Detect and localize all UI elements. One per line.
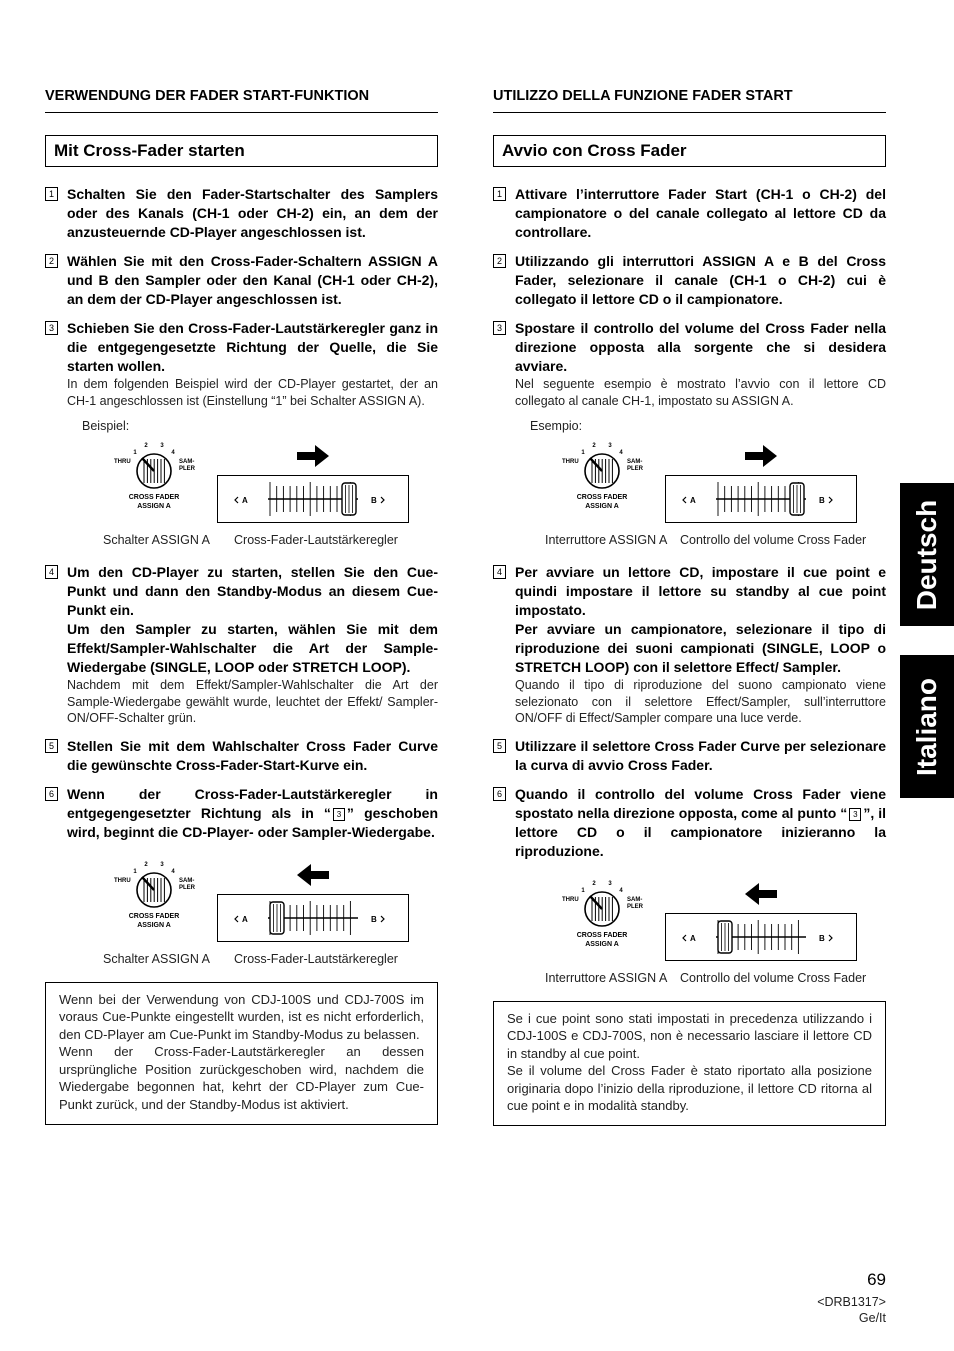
section-title: UTILIZZO DELLA FUNZIONE FADER START bbox=[493, 88, 886, 113]
knob-position-label: 4 bbox=[171, 868, 175, 875]
step-number: 3 bbox=[45, 321, 58, 335]
language-tab-deutsch bbox=[900, 483, 954, 626]
example-figure bbox=[493, 419, 886, 553]
step-item bbox=[45, 252, 438, 309]
assign-switch-svg bbox=[560, 439, 670, 519]
step-item bbox=[493, 319, 886, 409]
step-text-part: ”, il lettore CD o il campionatore inizieranno la riproduzione. bbox=[515, 804, 887, 859]
step-number: 4 bbox=[45, 565, 58, 579]
cross-fader-diagram bbox=[665, 475, 857, 523]
knob-position-label: 2 bbox=[592, 443, 596, 449]
step-instruction bbox=[67, 563, 438, 677]
step-text-part: Wenn der Cross-Fader-Lautstärkeregler in entgegengesetzter Richtung als in “ bbox=[67, 785, 438, 821]
step-item bbox=[493, 185, 886, 242]
knob-position-label: 1 bbox=[133, 868, 137, 875]
knob-position-label: 1 bbox=[581, 887, 585, 894]
step-text-secondary: Um den Sampler zu starten, wählen Sie mit dem Effekt/Sampler-Wahlschalter die Art der Sample-Wiedergabe (SINGLE, LOOP oder STRETCH LOOP). bbox=[67, 621, 438, 675]
fader-a-mark bbox=[235, 497, 238, 503]
step-text: Schieben Sie den Cross-Fader-Lautstärkeregler ganz in die entgegengesetzte Richtung der Quelle, die Sie starten wollen. bbox=[67, 320, 438, 374]
assign-switch-svg bbox=[560, 877, 670, 957]
step-item bbox=[493, 737, 886, 775]
caption-assign-switch: Schalter ASSIGN A bbox=[103, 951, 210, 966]
step-instruction bbox=[67, 785, 438, 842]
step-reference: 3 bbox=[333, 808, 345, 821]
step-reference: 3 bbox=[849, 808, 861, 821]
step-number: 3 bbox=[493, 321, 506, 335]
arrow-svg bbox=[295, 862, 331, 888]
step-note: Nachdem mit dem Effekt/Sampler-Wahlschalter die Art der Sample-Wiedergabe gewählt wurde, leuchtet der Effekt/ Sampler-ON/OFF-Schalter grün. bbox=[67, 678, 438, 725]
step-text: Spostare il controllo del volume del Cross Fader nella direzione opposta alla sorgente che si desidera avviare. bbox=[515, 320, 886, 374]
caption-assign-switch: Interruttore ASSIGN A bbox=[545, 970, 668, 985]
step-number: 1 bbox=[45, 187, 58, 201]
caption-cross-fader: Controllo del volume Cross Fader bbox=[680, 533, 867, 547]
knob-sampler-label: SAM- bbox=[179, 459, 195, 465]
step-instruction bbox=[515, 185, 886, 242]
fader-a-label: A bbox=[242, 914, 248, 924]
step-text-secondary: Per avviare un campionatore, selezionare il tipo di riproduzione dei suoni campionati (SINGLE, LOOP o STRETCH LOOP) con il selettore Effect/ Sampler. bbox=[515, 621, 886, 675]
fader-a-mark bbox=[683, 497, 686, 503]
knob-thru-label: THRU bbox=[114, 877, 131, 884]
step-note: Nel seguente esempio è mostrato l’avvio con il lettore CD collegato al canale CH-1, impostato su ASSIGN A. bbox=[515, 377, 886, 408]
arrow-shape bbox=[745, 445, 777, 467]
cross-fader-svg bbox=[218, 895, 408, 941]
cross-fader-svg bbox=[218, 476, 408, 522]
knob-position-label: 1 bbox=[581, 450, 585, 456]
step-number: 1 bbox=[493, 187, 506, 201]
arrow-svg bbox=[295, 443, 331, 469]
steps-list bbox=[493, 185, 886, 1126]
cross-fader-diagram bbox=[665, 913, 857, 961]
switch-title: ASSIGN A bbox=[137, 921, 171, 929]
knob-position-label: 1 bbox=[133, 450, 137, 456]
step-item bbox=[45, 563, 438, 727]
step-text: Per avviare un lettore CD, impostare il cue point e quindi impostare il lettore su standby al cue point impostato. bbox=[515, 564, 886, 618]
cross-fader-svg bbox=[666, 914, 856, 960]
step-text: Attivare l’interruttore Fader Start (CH-1 o CH-2) del campionatore o del canale collegato al lettore CD da controllare. bbox=[515, 186, 886, 240]
knob-position-label: 3 bbox=[160, 443, 164, 449]
step-text-part: Quando il controllo del volume Cross Fader viene spostato nella direzione opposta, come al punto “ bbox=[515, 785, 886, 821]
fader-a-label: A bbox=[242, 496, 248, 505]
step-text-part: ” geschoben wird, beginnt die CD-Player- oder Sampler-Wiedergabe. bbox=[67, 804, 438, 840]
fader-b-mark bbox=[829, 497, 832, 503]
switch-title: CROSS FADER bbox=[128, 912, 180, 920]
knob-position-label: 4 bbox=[619, 887, 623, 894]
step-text: Wählen Sie mit den Cross-Fader-Schaltern ASSIGN A und B den Sampler oder den Kanal (CH-1 oder CH-2), an dem der CD-Player angeschlossen ist. bbox=[67, 253, 438, 307]
step-item bbox=[45, 785, 438, 842]
knob-sampler-label: PLER bbox=[627, 466, 644, 472]
fader-a-mark bbox=[683, 935, 686, 941]
caption-cross-fader: Cross-Fader-Lautstärkeregler bbox=[234, 533, 398, 547]
knob-sampler-label: PLER bbox=[179, 884, 196, 891]
knob-thru-label: THRU bbox=[562, 896, 579, 903]
fader-b-label: B bbox=[819, 496, 825, 505]
step-number: 2 bbox=[493, 254, 506, 268]
fader-a-label: A bbox=[690, 496, 696, 505]
language-tab-italiano bbox=[900, 655, 954, 798]
cross-fader-svg bbox=[666, 476, 856, 522]
tab-label: Deutsch bbox=[911, 499, 942, 610]
assign-switch-svg bbox=[112, 858, 222, 938]
caption-assign-switch: Schalter ASSIGN A bbox=[103, 533, 210, 547]
step-item bbox=[45, 737, 438, 775]
knob-sampler-label: SAM- bbox=[179, 877, 195, 884]
arrow-right-icon bbox=[295, 443, 331, 469]
fader-b-mark bbox=[381, 916, 384, 922]
assign-switch-diagram bbox=[560, 439, 670, 519]
step-text: Schalten Sie den Fader-Startschalter des Samplers oder des Kanals (CH-1 oder CH-2) ein, an dem der anzusteuernde CD-Player angeschlossen ist. bbox=[67, 186, 438, 240]
info-paragraph: Se i cue point sono stati impostati in precedenza utilizzando i CDJ-100S e CDJ-700S, non è necessario lasciare il lettore CD in standby al cue point. bbox=[507, 1010, 872, 1061]
step-instruction bbox=[515, 785, 886, 861]
fader-b-label: B bbox=[371, 914, 377, 924]
arrow-right-icon bbox=[743, 443, 779, 469]
step-number: 4 bbox=[493, 565, 506, 579]
column-italian bbox=[493, 88, 886, 1126]
info-paragraph: Wenn der Cross-Fader-Lautstärkeregler an dessen ursprüngliche Position zurückgeschoben wird, nachdem die Wiedergabe begonnen hat, kehrt der CD-Player zum Cue-Punkt zurück, und der Standby-Modus ist aktiviert. bbox=[59, 1044, 424, 1113]
assign-switch-diagram bbox=[112, 439, 222, 519]
step-instruction bbox=[515, 252, 886, 309]
switch-title: ASSIGN A bbox=[585, 940, 619, 948]
step-number: 6 bbox=[493, 787, 506, 801]
knob-sampler-label: PLER bbox=[179, 466, 196, 472]
example-figure bbox=[493, 871, 886, 991]
knob-sampler-label: SAM- bbox=[627, 896, 643, 903]
switch-title: CROSS FADER bbox=[128, 494, 180, 501]
knob-position-label: 3 bbox=[160, 861, 164, 868]
step-number: 5 bbox=[493, 739, 506, 753]
knob-sampler-label: PLER bbox=[627, 903, 644, 910]
step-note: In dem folgenden Beispiel wird der CD-Player gestartet, der an CH-1 angeschlossen ist (Einstellung “1” bei Schalter ASSIGN A). bbox=[67, 377, 438, 408]
step-note: Quando il tipo di riproduzione del suono campionato viene selezionato con il selettore Effect/Sampler, sull’interruttore ON/OFF di Effect/Sampler compare una luce verde. bbox=[515, 678, 886, 725]
caption-cross-fader: Controllo del volume Cross Fader bbox=[680, 970, 867, 985]
doc-code: <DRB1317> bbox=[817, 1295, 886, 1309]
switch-title: ASSIGN A bbox=[585, 503, 619, 510]
knob-position-label: 3 bbox=[608, 880, 612, 887]
cross-fader-diagram bbox=[217, 894, 409, 942]
info-box bbox=[45, 982, 438, 1125]
knob-thru-label: THRU bbox=[114, 459, 131, 465]
step-item bbox=[45, 319, 438, 409]
subsection-title: Avvio con Cross Fader bbox=[493, 135, 886, 167]
arrow-shape bbox=[297, 445, 329, 467]
step-text bbox=[67, 785, 438, 842]
assign-switch-diagram bbox=[112, 858, 222, 938]
example-label: Esempio: bbox=[530, 419, 583, 433]
knob-position-label: 4 bbox=[619, 450, 623, 456]
step-item bbox=[493, 785, 886, 861]
fader-a-label: A bbox=[690, 933, 696, 943]
step-item bbox=[493, 252, 886, 309]
step-instruction bbox=[67, 252, 438, 309]
info-paragraph: Wenn bei der Verwendung von CDJ-100S und CDJ-700S im voraus Cue-Punkte eingestellt wurden, ist es nicht erforderlich, den CD-Player am Cue-Punkt im Standby-Modus zu belassen. bbox=[59, 991, 424, 1042]
step-instruction bbox=[67, 737, 438, 775]
step-text: Utilizzare il selettore Cross Fader Curve per selezionare la curva di avvio Cross Fader. bbox=[515, 737, 886, 773]
section-title: VERWENDUNG DER FADER START-FUNKTION bbox=[45, 88, 438, 113]
step-item bbox=[45, 185, 438, 242]
fader-b-label: B bbox=[819, 933, 825, 943]
example-figure bbox=[45, 852, 438, 972]
fader-b-label: B bbox=[371, 496, 377, 505]
step-instruction bbox=[515, 319, 886, 376]
info-paragraph: Se il volume del Cross Fader è stato riportato alla posizione originaria dopo l’inizio della riproduzione, il lettore CD ritorna al cue point e in modalità standby. bbox=[507, 1063, 872, 1114]
step-instruction bbox=[67, 185, 438, 242]
knob-thru-label: THRU bbox=[562, 459, 579, 465]
knob-position-label: 2 bbox=[592, 880, 596, 887]
example-label: Beispiel: bbox=[82, 419, 130, 433]
step-instruction bbox=[67, 319, 438, 376]
example-figure bbox=[45, 419, 438, 553]
step-number: 5 bbox=[45, 739, 58, 753]
arrow-shape bbox=[297, 864, 329, 886]
caption-cross-fader: Cross-Fader-Lautstärkeregler bbox=[234, 951, 398, 966]
column-german bbox=[45, 88, 438, 1125]
knob-position-label: 2 bbox=[144, 861, 148, 868]
page-number: 69 bbox=[867, 1270, 886, 1289]
arrow-svg bbox=[743, 881, 779, 907]
fader-a-mark bbox=[235, 916, 238, 922]
fader-b-mark bbox=[829, 935, 832, 941]
knob-sampler-label: SAM- bbox=[627, 459, 643, 465]
step-instruction bbox=[515, 563, 886, 677]
tab-label: Italiano bbox=[911, 677, 943, 776]
assign-switch-svg bbox=[112, 439, 222, 519]
knob-position-label: 2 bbox=[144, 443, 148, 449]
arrow-svg bbox=[743, 443, 779, 469]
arrow-left-icon bbox=[295, 862, 331, 888]
fader-b-mark bbox=[381, 497, 384, 503]
switch-title: CROSS FADER bbox=[576, 931, 628, 939]
step-text bbox=[515, 785, 886, 861]
cross-fader-diagram bbox=[217, 475, 409, 523]
knob-position-label: 4 bbox=[171, 450, 175, 456]
steps-list bbox=[45, 185, 438, 1125]
assign-switch-diagram bbox=[560, 877, 670, 957]
step-text: Um den CD-Player zu starten, stellen Sie den Cue-Punkt und dann den Standby-Modus an diesem Cue-Punkt ein. bbox=[67, 564, 438, 618]
subsection-title: Mit Cross-Fader starten bbox=[45, 135, 438, 167]
step-number: 6 bbox=[45, 787, 58, 801]
knob-position-label: 3 bbox=[608, 443, 612, 449]
arrow-left-icon bbox=[743, 881, 779, 907]
switch-title: ASSIGN A bbox=[137, 503, 171, 510]
lang-code: Ge/It bbox=[858, 1311, 886, 1325]
caption-assign-switch: Interruttore ASSIGN A bbox=[545, 533, 668, 547]
step-text: Utilizzando gli interruttori ASSIGN A e B del Cross Fader, selezionare il canale (CH-1 o CH-2) cui è collegato il lettore CD o il campionatore. bbox=[515, 253, 886, 307]
switch-title: CROSS FADER bbox=[576, 494, 628, 501]
step-item bbox=[493, 563, 886, 727]
info-box bbox=[493, 1001, 886, 1127]
step-number: 2 bbox=[45, 254, 58, 268]
step-instruction bbox=[515, 737, 886, 775]
arrow-shape bbox=[745, 883, 777, 905]
step-text: Stellen Sie mit dem Wahlschalter Cross Fader Curve die gewünschte Cross-Fader-Start-Kurve ein. bbox=[67, 737, 438, 773]
